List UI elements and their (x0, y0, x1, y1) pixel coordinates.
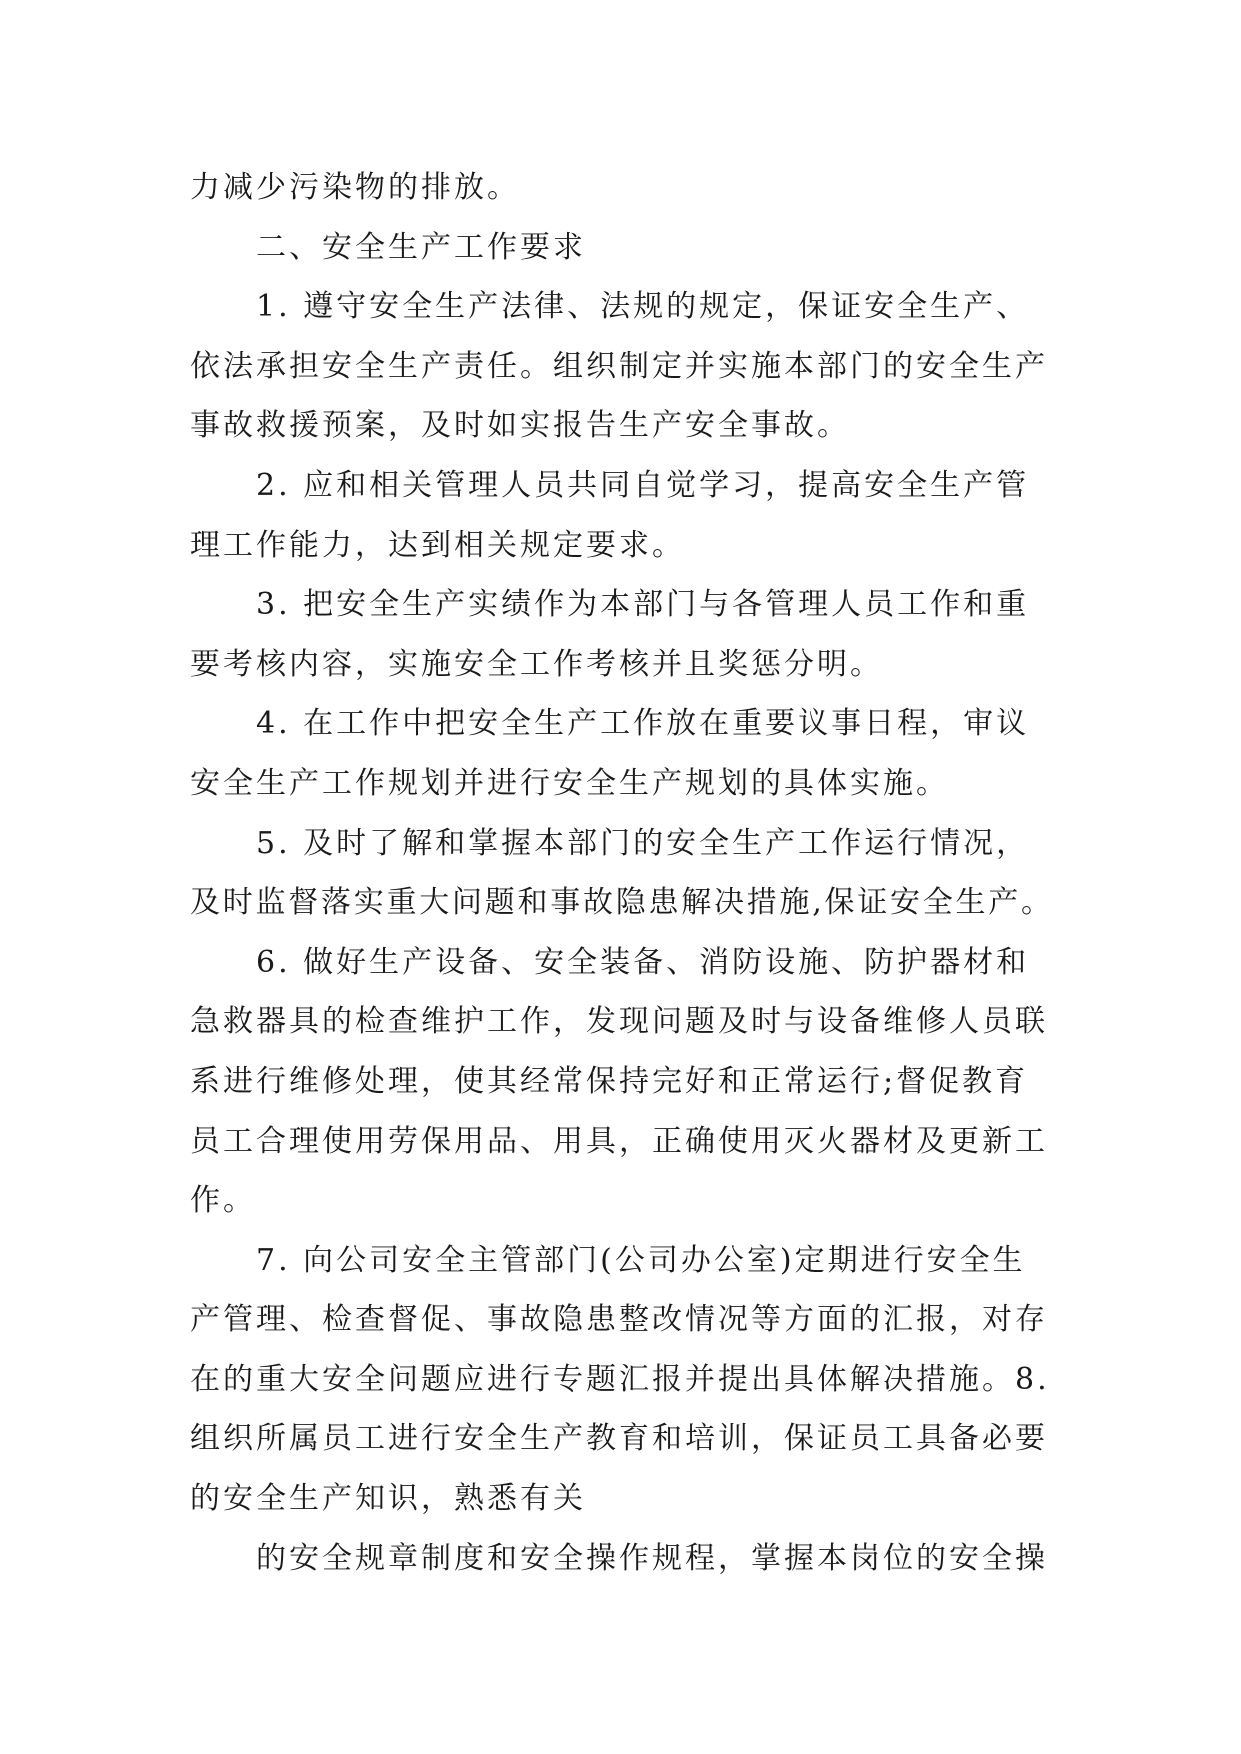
text-line: 急救器具的检查维护工作，发现问题及时与设备维修人员联 (190, 1004, 1048, 1040)
text-line: 2. 应和相关管理人员共同自觉学习，提高安全生产管 (256, 467, 1030, 503)
text-line: 依法承担安全生产责任。组织制定并实施本部门的安全生产 (190, 348, 1048, 384)
text-line: 在的重大安全问题应进行专题汇报并提出具体解决措施。8. (190, 1361, 1050, 1397)
text-line: 要考核内容，实施安全工作考核并且奖惩分明。 (190, 646, 883, 682)
text-line: 1. 遵守安全生产法律、法规的规定，保证安全生产、 (256, 289, 1030, 325)
text-line: 组织所属员工进行安全生产教育和培训，保证员工具备必要 (190, 1421, 1048, 1457)
text-line: 3. 把安全生产实绩作为本部门与各管理人员工作和重 (256, 587, 1030, 623)
text-line: 系进行维修处理，使其经常保持完好和正常运行;督促教育 (190, 1063, 1029, 1099)
document-body (190, 158, 1056, 1588)
text-line: 员工合理使用劳保用品、用具，正确使用灭火器材及更新工 (190, 1123, 1048, 1159)
text-line: 理工作能力，达到相关规定要求。 (190, 527, 685, 563)
section-heading: 二、安全生产工作要求 (256, 229, 586, 265)
text-line: 力减少污染物的排放。 (190, 170, 520, 205)
text-line: 事故救援预案，及时如实报告生产安全事故。 (190, 408, 850, 444)
text-line: 7. 向公司安全主管部门(公司办公室)定期进行安全生 (256, 1242, 1026, 1278)
text-line: 作。 (190, 1183, 256, 1219)
text-line: 的安全生产知识，熟悉有关 (190, 1481, 586, 1517)
text-line: 及时监督落实重大问题和事故隐患解决措施,保证安全生产。 (190, 885, 1054, 921)
text-line: 的安全规章制度和安全操作规程，掌握本岗位的安全操 (256, 1540, 1048, 1576)
text-line: 6. 做好生产设备、安全装备、消防设施、防护器材和 (256, 944, 1030, 980)
text-line: 4. 在工作中把安全生产工作放在重要议事日程，审议 (256, 706, 1030, 742)
text-line: 5. 及时了解和掌握本部门的安全生产工作运行情况， (256, 825, 1030, 861)
text-line: 安全生产工作规划并进行安全生产规划的具体实施。 (190, 765, 949, 801)
text-line: 产管理、检查督促、事故隐患整改情况等方面的汇报，对存 (190, 1302, 1048, 1338)
